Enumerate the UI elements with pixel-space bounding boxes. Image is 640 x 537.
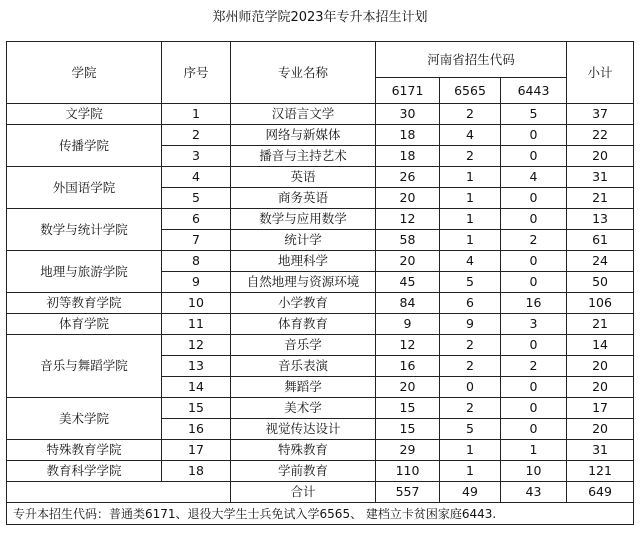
major-subtotal: 13 [567, 209, 634, 230]
major-seq: 17 [162, 440, 231, 461]
total-6171: 557 [376, 482, 440, 503]
count-6443: 0 [501, 146, 567, 167]
major-name: 汉语言文学 [231, 104, 376, 125]
count-6443: 4 [501, 167, 567, 188]
table-row [7, 251, 634, 272]
major-name: 地理科学 [231, 251, 376, 272]
count-6565: 4 [440, 125, 501, 146]
major-subtotal: 17 [567, 398, 634, 419]
major-subtotal: 20 [567, 146, 634, 167]
count-6443: 1 [501, 440, 567, 461]
major-seq: 6 [162, 209, 231, 230]
major-seq: 14 [162, 377, 231, 398]
count-6171: 26 [376, 167, 440, 188]
count-6443: 0 [501, 419, 567, 440]
major-seq: 8 [162, 251, 231, 272]
count-6565: 6 [440, 293, 501, 314]
major-name: 网络与新媒体 [231, 125, 376, 146]
college-name: 数学与统计学院 [7, 209, 162, 251]
count-6171: 20 [376, 377, 440, 398]
total-row [7, 482, 634, 503]
count-6171: 20 [376, 188, 440, 209]
major-seq: 3 [162, 146, 231, 167]
major-name: 小学教育 [231, 293, 376, 314]
major-name: 舞蹈学 [231, 377, 376, 398]
table-row [7, 335, 634, 356]
major-name: 特殊教育 [231, 440, 376, 461]
major-subtotal: 106 [567, 293, 634, 314]
count-6565: 2 [440, 146, 501, 167]
total-blank-cell [7, 482, 231, 503]
count-6443: 2 [501, 356, 567, 377]
college-name: 地理与旅游学院 [7, 251, 162, 293]
major-subtotal: 37 [567, 104, 634, 125]
table-row [7, 125, 634, 146]
table-row [7, 461, 634, 482]
major-subtotal: 61 [567, 230, 634, 251]
header-code-group: 河南省招生代码 [376, 42, 567, 78]
major-seq: 9 [162, 272, 231, 293]
college-name: 特殊教育学院 [7, 440, 162, 461]
major-subtotal: 22 [567, 125, 634, 146]
count-6565: 9 [440, 314, 501, 335]
header-seq: 序号 [162, 42, 231, 104]
header-major: 专业名称 [231, 42, 376, 104]
major-name: 商务英语 [231, 188, 376, 209]
header-code-6565: 6565 [440, 78, 501, 104]
major-name: 自然地理与资源环境 [231, 272, 376, 293]
major-subtotal: 31 [567, 167, 634, 188]
table-row [7, 398, 634, 419]
count-6443: 0 [501, 125, 567, 146]
count-6443: 3 [501, 314, 567, 335]
count-6171: 12 [376, 209, 440, 230]
major-subtotal: 20 [567, 419, 634, 440]
page-title: 郑州师范学院2023年专升本招生计划 [212, 10, 428, 25]
total-6565: 49 [440, 482, 501, 503]
major-name: 数学与应用数学 [231, 209, 376, 230]
count-6565: 2 [440, 356, 501, 377]
major-subtotal: 20 [567, 356, 634, 377]
code-note: 专升本招生代码：普通类6171、退役大学生士兵免试入学6565、 建档立卡贫困家庭6443. [7, 503, 634, 525]
major-seq: 1 [162, 104, 231, 125]
major-name: 统计学 [231, 230, 376, 251]
major-seq: 16 [162, 419, 231, 440]
table-row [7, 209, 634, 230]
count-6565: 2 [440, 104, 501, 125]
count-6565: 1 [440, 167, 501, 188]
count-6171: 20 [376, 251, 440, 272]
table-row [7, 314, 634, 335]
count-6565: 5 [440, 272, 501, 293]
note-row [7, 503, 634, 525]
count-6565: 0 [440, 377, 501, 398]
count-6171: 18 [376, 125, 440, 146]
count-6171: 45 [376, 272, 440, 293]
count-6443: 0 [501, 209, 567, 230]
count-6565: 1 [440, 188, 501, 209]
count-6443: 5 [501, 104, 567, 125]
total-label: 合计 [231, 482, 376, 503]
major-name: 学前教育 [231, 461, 376, 482]
major-name: 视觉传达设计 [231, 419, 376, 440]
count-6443: 16 [501, 293, 567, 314]
count-6565: 1 [440, 230, 501, 251]
count-6171: 58 [376, 230, 440, 251]
major-seq: 11 [162, 314, 231, 335]
table-row [7, 293, 634, 314]
major-subtotal: 21 [567, 314, 634, 335]
major-seq: 4 [162, 167, 231, 188]
college-name: 传播学院 [7, 125, 162, 167]
major-seq: 7 [162, 230, 231, 251]
total-6443: 43 [501, 482, 567, 503]
major-subtotal: 24 [567, 251, 634, 272]
count-6443: 0 [501, 188, 567, 209]
count-6443: 0 [501, 398, 567, 419]
count-6565: 1 [440, 440, 501, 461]
major-subtotal: 31 [567, 440, 634, 461]
major-seq: 12 [162, 335, 231, 356]
major-name: 体育教育 [231, 314, 376, 335]
count-6171: 12 [376, 335, 440, 356]
count-6171: 110 [376, 461, 440, 482]
count-6443: 0 [501, 335, 567, 356]
major-subtotal: 14 [567, 335, 634, 356]
count-6171: 16 [376, 356, 440, 377]
count-6443: 0 [501, 251, 567, 272]
college-name: 初等教育学院 [7, 293, 162, 314]
count-6565: 2 [440, 335, 501, 356]
count-6565: 4 [440, 251, 501, 272]
major-name: 美术学 [231, 398, 376, 419]
major-subtotal: 121 [567, 461, 634, 482]
count-6443: 2 [501, 230, 567, 251]
count-6565: 1 [440, 209, 501, 230]
count-6565: 2 [440, 398, 501, 419]
count-6565: 5 [440, 419, 501, 440]
major-seq: 5 [162, 188, 231, 209]
header-row-1 [7, 42, 634, 78]
college-name: 文学院 [7, 104, 162, 125]
major-seq: 18 [162, 461, 231, 482]
count-6443: 0 [501, 377, 567, 398]
table-row [7, 167, 634, 188]
count-6171: 18 [376, 146, 440, 167]
count-6443: 0 [501, 272, 567, 293]
count-6171: 15 [376, 419, 440, 440]
major-seq: 13 [162, 356, 231, 377]
count-6565: 1 [440, 461, 501, 482]
count-6171: 84 [376, 293, 440, 314]
table-row [7, 440, 634, 461]
header-code-6171: 6171 [376, 78, 440, 104]
table-row [7, 104, 634, 125]
header-subtotal: 小计 [567, 42, 634, 104]
count-6171: 30 [376, 104, 440, 125]
college-name: 美术学院 [7, 398, 162, 440]
count-6443: 10 [501, 461, 567, 482]
count-6171: 15 [376, 398, 440, 419]
major-name: 音乐学 [231, 335, 376, 356]
major-name: 播音与主持艺术 [231, 146, 376, 167]
header-college: 学院 [7, 42, 162, 104]
major-seq: 2 [162, 125, 231, 146]
college-name: 体育学院 [7, 314, 162, 335]
major-seq: 15 [162, 398, 231, 419]
count-6171: 9 [376, 314, 440, 335]
enrollment-plan-table [6, 41, 634, 525]
major-subtotal: 20 [567, 377, 634, 398]
count-6171: 29 [376, 440, 440, 461]
total-subtotal: 649 [567, 482, 634, 503]
college-name: 音乐与舞蹈学院 [7, 335, 162, 398]
major-seq: 10 [162, 293, 231, 314]
major-name: 英语 [231, 167, 376, 188]
college-name: 教育科学学院 [7, 461, 162, 482]
header-code-6443: 6443 [501, 78, 567, 104]
major-name: 音乐表演 [231, 356, 376, 377]
college-name: 外国语学院 [7, 167, 162, 209]
major-subtotal: 50 [567, 272, 634, 293]
major-subtotal: 21 [567, 188, 634, 209]
